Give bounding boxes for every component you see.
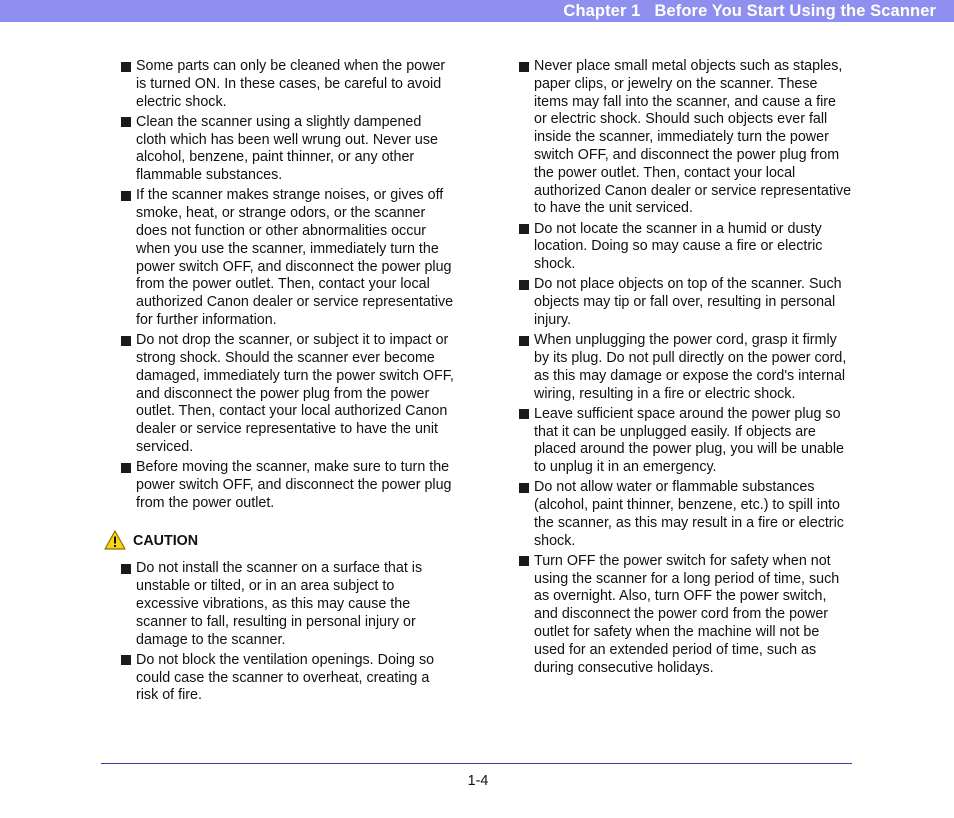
list-item: Do not install the scanner on a surface that is unstable or tilted, or in an area subject to excessive vibrations, as this may cause the scanner to fall, resulting in personal injury or damage to the scanner. [121, 560, 454, 649]
page-number: 1-4 [467, 773, 489, 789]
list-item: Do not block the ventilation openings. Doing so could case the scanner to overheat, creating a risk of fire. [121, 652, 454, 705]
list-item: Do not locate the scanner in a humid or dusty location. Doing so may cause a fire or electric shock. [519, 221, 852, 274]
square-bullet-icon [519, 556, 529, 566]
square-bullet-icon [121, 62, 131, 72]
square-bullet-icon [519, 483, 529, 493]
list-item: When unplugging the power cord, grasp it firmly by its plug. Do not pull directly on the power cord, as this may damage or expose the cord's internal wiring, resulting in a fire or electric shock. [519, 332, 852, 403]
square-bullet-icon [519, 224, 529, 234]
safety-list-top [121, 58, 454, 512]
list-item: If the scanner makes strange noises, or gives off smoke, heat, or strange odors, or the scanner does not function or other abnormalities occur when you use the scanner, immediately turn the power switch OFF, and disconnect the power plug from the power outlet. Then, contact your local authorized Canon dealer or service representative for further information. [121, 187, 454, 329]
square-bullet-icon [121, 117, 131, 127]
square-bullet-icon [121, 191, 131, 201]
list-item: Do not allow water or flammable substances (alcohol, paint thinner, benzene, etc.) to spill into the scanner, as this may result in a fire or electric shock. [519, 479, 852, 550]
list-item: Leave sufficient space around the power plug so that it can be unplugged easily. If objects are placed around the power plug, you will be unable to unplug it in an emergency. [519, 406, 852, 477]
square-bullet-icon [519, 62, 529, 72]
square-bullet-icon [121, 463, 131, 473]
square-bullet-icon [519, 409, 529, 419]
square-bullet-icon [121, 655, 131, 665]
warning-triangle-icon [104, 530, 126, 550]
list-item: Turn OFF the power switch for safety when not using the scanner for a long period of time, such as overnight. Also, turn OFF the power switch, and disconnect the power cord from the power outlet for safety when the machine will not be used for an extended period of time, such as during consecutive holidays. [519, 553, 852, 678]
list-item: Do not place objects on top of the scanner. Such objects may tip or fall over, resulting in personal injury. [519, 276, 852, 329]
left-column [121, 58, 454, 708]
caution-label: CAUTION [133, 533, 199, 550]
safety-list-right [519, 58, 852, 677]
square-bullet-icon [519, 280, 529, 290]
list-item: Do not drop the scanner, or subject it to impact or strong shock. Should the scanner ever become damaged, immediately turn the power switch OFF, and disconnect the power plug from the power outlet. Then, contact your local authorized Canon dealer or service representative to have the unit serviced. [121, 332, 454, 457]
chapter-title: Chapter 1 Before You Start Using the Scanner [563, 2, 936, 20]
chapter-header-bar [0, 0, 954, 22]
square-bullet-icon [121, 564, 131, 574]
list-item: Clean the scanner using a slightly dampened cloth which has been well wrung out. Never use alcohol, benzene, paint thinner, or any other flammable substances. [121, 114, 454, 185]
list-item: Never place small metal objects such as staples, paper clips, or jewelry on the scanner. These items may fall into the scanner, and cause a fire or electric shock. Should such objects ever fall inside the scanner, immediately turn the power switch OFF, and disconnect the power plug from the power outlet. Then, contact your local authorized Canon dealer or service representative to have the unit serviced. [519, 58, 852, 218]
caution-list [121, 560, 454, 705]
footer-divider [101, 763, 852, 764]
square-bullet-icon [121, 336, 131, 346]
caution-heading [104, 530, 454, 552]
right-column [519, 58, 852, 680]
list-item: Before moving the scanner, make sure to turn the power switch OFF, and disconnect the power plug from the power outlet. [121, 459, 454, 512]
list-item: Some parts can only be cleaned when the power is turned ON. In these cases, be careful to avoid electric shock. [121, 58, 454, 111]
square-bullet-icon [519, 336, 529, 346]
